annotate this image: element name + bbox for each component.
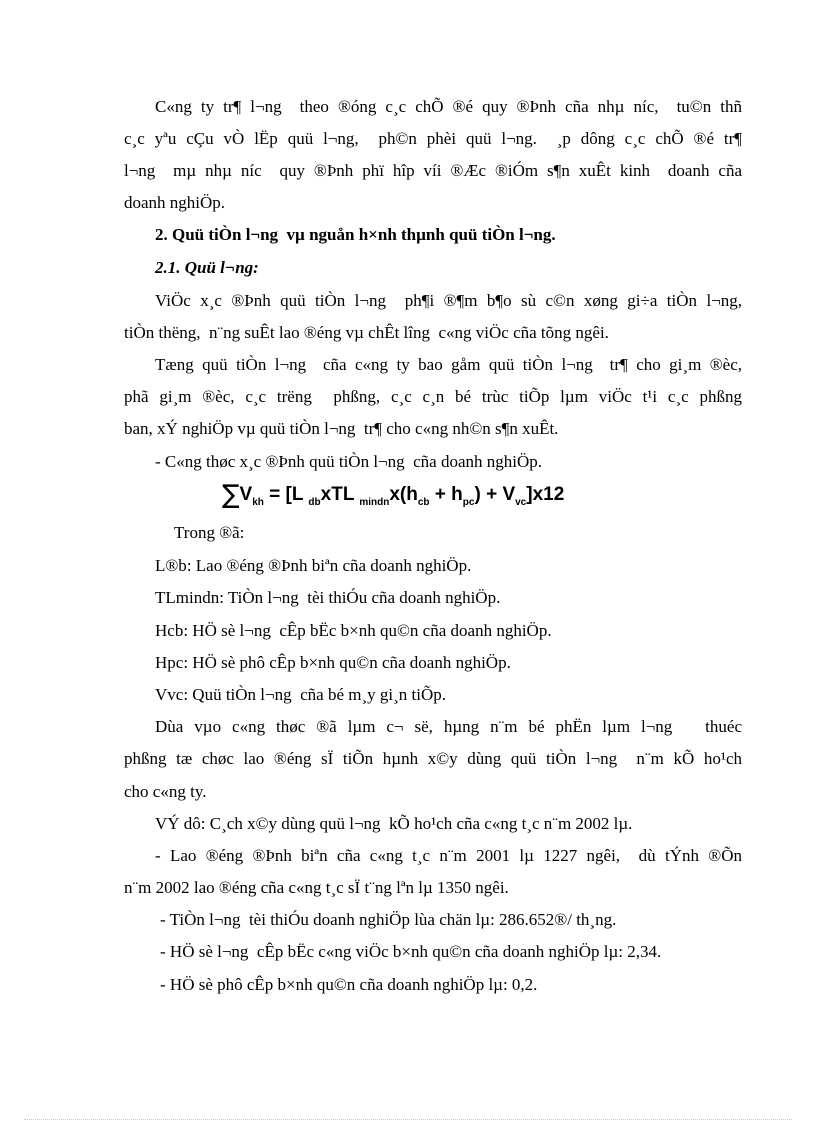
section-heading: 2. Quü tiÒn l¬ng vµ nguån h×nh thµnh quü tiÒn l¬ng. bbox=[155, 225, 556, 244]
salary-fund-formula: $\sum V_{kh} = [L$ $_{db}$xTL $_{mindn}x(h_{cb} + h_{pc}) + V_{vc}]x12$ bbox=[222, 480, 565, 510]
paragraph-line: phã gi¸m ®èc, c¸c trëng phßng, c¸c c¸n bé trùc tiÕp lµm viÖc t¹i c¸c phßng bbox=[124, 387, 742, 406]
paragraph-line: tiÒn thëng, n¨ng suÊt lao ®éng vµ chÊt lîng c«ng viÖc cña tõng ngêi. bbox=[124, 323, 609, 342]
bullet-line: - HÖ sè phô cÊp b×nh qu©n cña doanh nghiÖp lµ: 0,2. bbox=[160, 975, 538, 994]
paragraph-line: Trong ®ã: bbox=[174, 523, 245, 542]
paragraph-line: ban, xÝ nghiÖp vµ quü tiÒn l¬ng tr¶ cho c«ng nh©n s¶n xuÊt. bbox=[124, 419, 559, 438]
paragraph-line: n¨m 2002 lao ®éng cña c«ng t¸c sÏ t¨ng lªn lµ 1350 ngêi. bbox=[124, 878, 509, 897]
definition-line: Vvc: Quü tiÒn l¬ng cña bé m¸y gi¸n tiÕp. bbox=[155, 685, 446, 704]
paragraph-line: l¬ng mµ nhµ níc quy ®Þnh phï hîp víi ®Æc ®iÓm s¶n xuÊt kinh doanh cña bbox=[124, 161, 742, 180]
page-bottom-divider bbox=[24, 1119, 792, 1120]
definition-line: TLmindn: TiÒn l¬ng tèi thiÓu cña doanh nghiÖp. bbox=[155, 588, 501, 607]
definition-line: Hpc: HÖ sè phô cÊp b×nh qu©n cña doanh nghiÖp. bbox=[155, 653, 511, 672]
paragraph-line: - C«ng thøc x¸c ®Þnh quü tiÒn l¬ng cña doanh nghiÖp. bbox=[155, 452, 543, 471]
subsection-heading: 2.1. Quü l¬ng: bbox=[155, 258, 259, 277]
paragraph-line: phßng tæ chøc lao ®éng sÏ tiÕn hµnh x©y dùng quü tiÒn l¬ng n¨m kÕ ho¹ch bbox=[124, 749, 742, 768]
paragraph-line: cho c«ng ty. bbox=[124, 782, 207, 801]
bullet-line: - HÖ sè l¬ng cÊp bËc c«ng viÖc b×nh qu©n cña doanh nghiÖp lµ: 2,34. bbox=[160, 942, 662, 961]
paragraph-line: Dùa vµo c«ng thøc ®ã lµm c¬ së, hµng n¨m bé phËn lµm l¬ng thuéc bbox=[155, 717, 742, 736]
definition-line: L®b: Lao ®éng ®Þnh biªn cña doanh nghiÖp. bbox=[155, 556, 472, 575]
sigma-symbol: ∑ bbox=[222, 480, 240, 510]
bullet-line: - TiÒn l¬ng tèi thiÓu doanh nghiÖp lùa chän lµ: 286.652®/ th¸ng. bbox=[160, 910, 617, 929]
paragraph-line: Tæng quü tiÒn l¬ng cña c«ng ty bao gåm quü tiÒn l¬ng tr¶ cho gi¸m ®èc, bbox=[155, 355, 742, 374]
paragraph-line: doanh nghiÖp. bbox=[124, 193, 226, 212]
definition-line: Hcb: HÖ sè l¬ng cÊp bËc b×nh qu©n cña doanh nghiÖp. bbox=[155, 621, 552, 640]
paragraph-line: C«ng ty tr¶ l¬ng theo ®óng c¸c chÕ ®é quy ®Þnh cña nhµ níc, tu©n thñ bbox=[155, 97, 742, 116]
paragraph-line: c¸c yªu cÇu vÒ lËp quü l¬ng, ph©n phèi quü l¬ng. ¸p dông c¸c chÕ ®é tr¶ bbox=[124, 129, 742, 148]
paragraph-line: ViÖc x¸c ®Þnh quü tiÒn l¬ng ph¶i ®¶m b¶o sù c©n xøng gi÷a tiÒn l¬ng, bbox=[155, 291, 742, 310]
paragraph-line: - Lao ®éng ®Þnh biªn cña c«ng t¸c n¨m 2001 lµ 1227 ngêi, dù tÝnh ®Õn bbox=[155, 846, 742, 865]
paragraph-line: VÝ dô: C¸ch x©y dùng quü l¬ng kÕ ho¹ch cña c«ng t¸c n¨m 2002 lµ. bbox=[155, 814, 633, 833]
